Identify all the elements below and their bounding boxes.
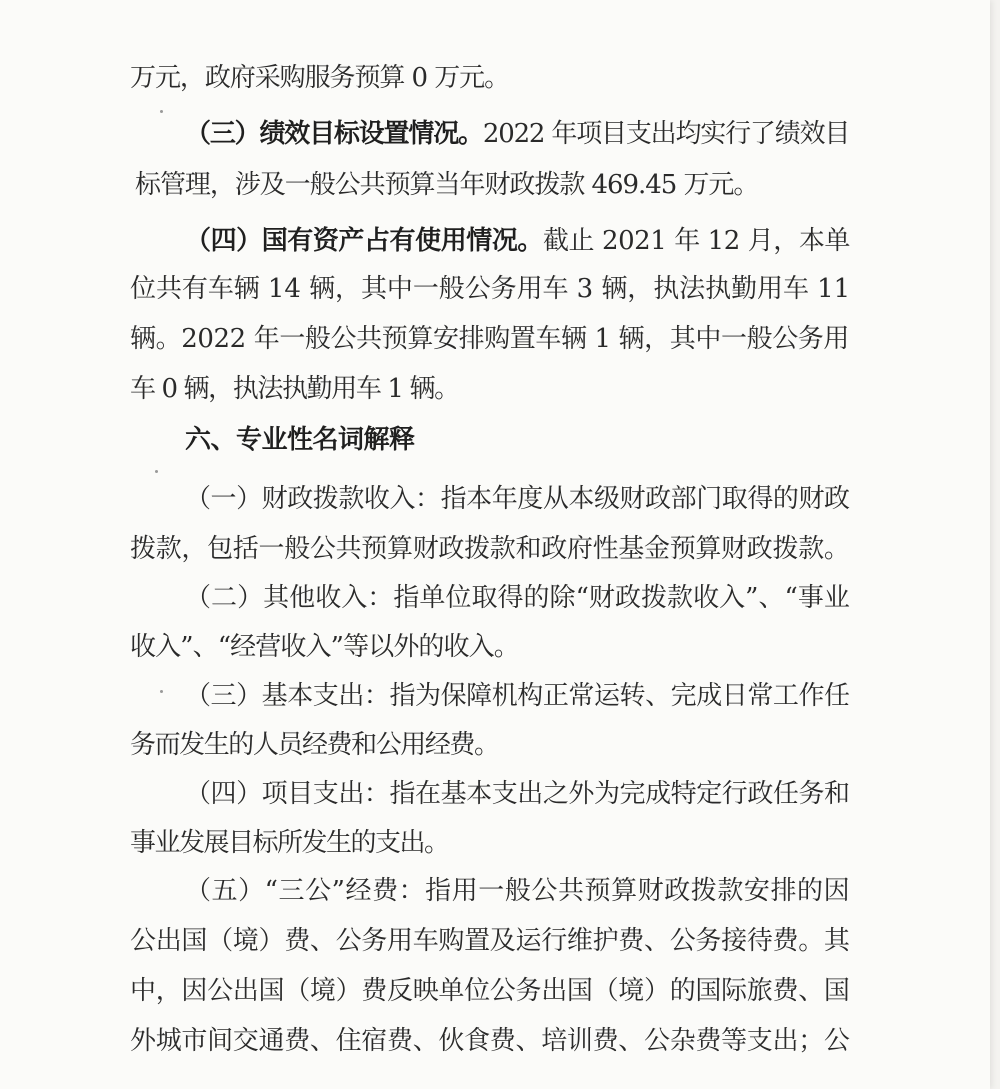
line-text: （四）项目支出：指在基本支出之外为完成特定行政任务和 [185,779,850,809]
line-text: 中，因公出国（境）费反映单位公务出国（境）的国际旅费、国 [130,976,850,1006]
line-text: 万元，政府采购服务预算 0 万元。 [130,63,510,93]
text-line [185,483,850,515]
line-text: 位共有车辆 14 辆，其中一般公务用车 3 辆，执法执勤用车 11 [130,274,851,304]
text-line [185,118,849,150]
text-line [130,925,850,957]
line-text: 拨款，包括一般公共预算财政拨款和政府性基金预算财政拨款。 [130,534,850,564]
text-line [130,323,849,355]
line-text: 车 0 辆，执法执勤用车 1 辆。 [130,374,459,404]
text-line [130,827,449,859]
text-line [185,582,850,614]
line-text: 务而发生的人员经费和公用经费。 [130,730,499,760]
line-text: （一）财政拨款收入：指本年度从本级财政部门取得的财政 [185,484,850,514]
text-line [135,169,758,201]
text-line [185,680,850,712]
line-text: 截止 2021 年 12 月，本单 [542,226,850,256]
section-heading: （三）绩效目标设置情况。 [185,119,483,149]
text-line [130,273,850,305]
scan-speck [160,690,163,693]
scan-speck [160,110,163,113]
line-text: （三）基本支出：指为保障机构正常运转、完成日常工作任 [185,681,850,711]
text-line [185,778,850,810]
section-heading: 六、专业性名词解释 [185,425,415,455]
line-text: 公出国（境）费、公务用车购置及运行维护费、公务接待费。其 [130,926,850,956]
text-line [130,729,499,761]
text-line [130,1025,850,1057]
line-text: 外城市间交通费、住宿费、伙食费、培训费、公杂费等支出；公 [130,1026,850,1056]
text-line [185,875,850,907]
text-line [130,975,850,1007]
line-text: 标管理，涉及一般公共预算当年财政拨款 469.45 万元。 [135,170,759,200]
text-line [130,631,519,663]
line-text: 2022 年项目支出均实行了绩效目 [482,119,850,149]
text-line [185,225,850,257]
text-line [130,533,850,565]
scan-speck [155,470,158,473]
line-text: （二）其他收入：指单位取得的除“财政拨款收入”、“事业 [185,583,850,613]
text-line [130,62,509,94]
line-text: （五）“三公”经费：指用一般公共预算财政拨款安排的因 [185,876,851,906]
text-line [130,373,459,405]
line-text: 辆。2022 年一般公共预算安排购置车辆 1 辆，其中一般公务用 [130,324,850,354]
section-heading: （四）国有资产占有使用情况。 [185,226,543,256]
text-line [185,424,415,456]
line-text: 收入”、“经营收入”等以外的收入。 [130,632,519,662]
line-text: 事业发展目标所发生的支出。 [130,828,449,858]
